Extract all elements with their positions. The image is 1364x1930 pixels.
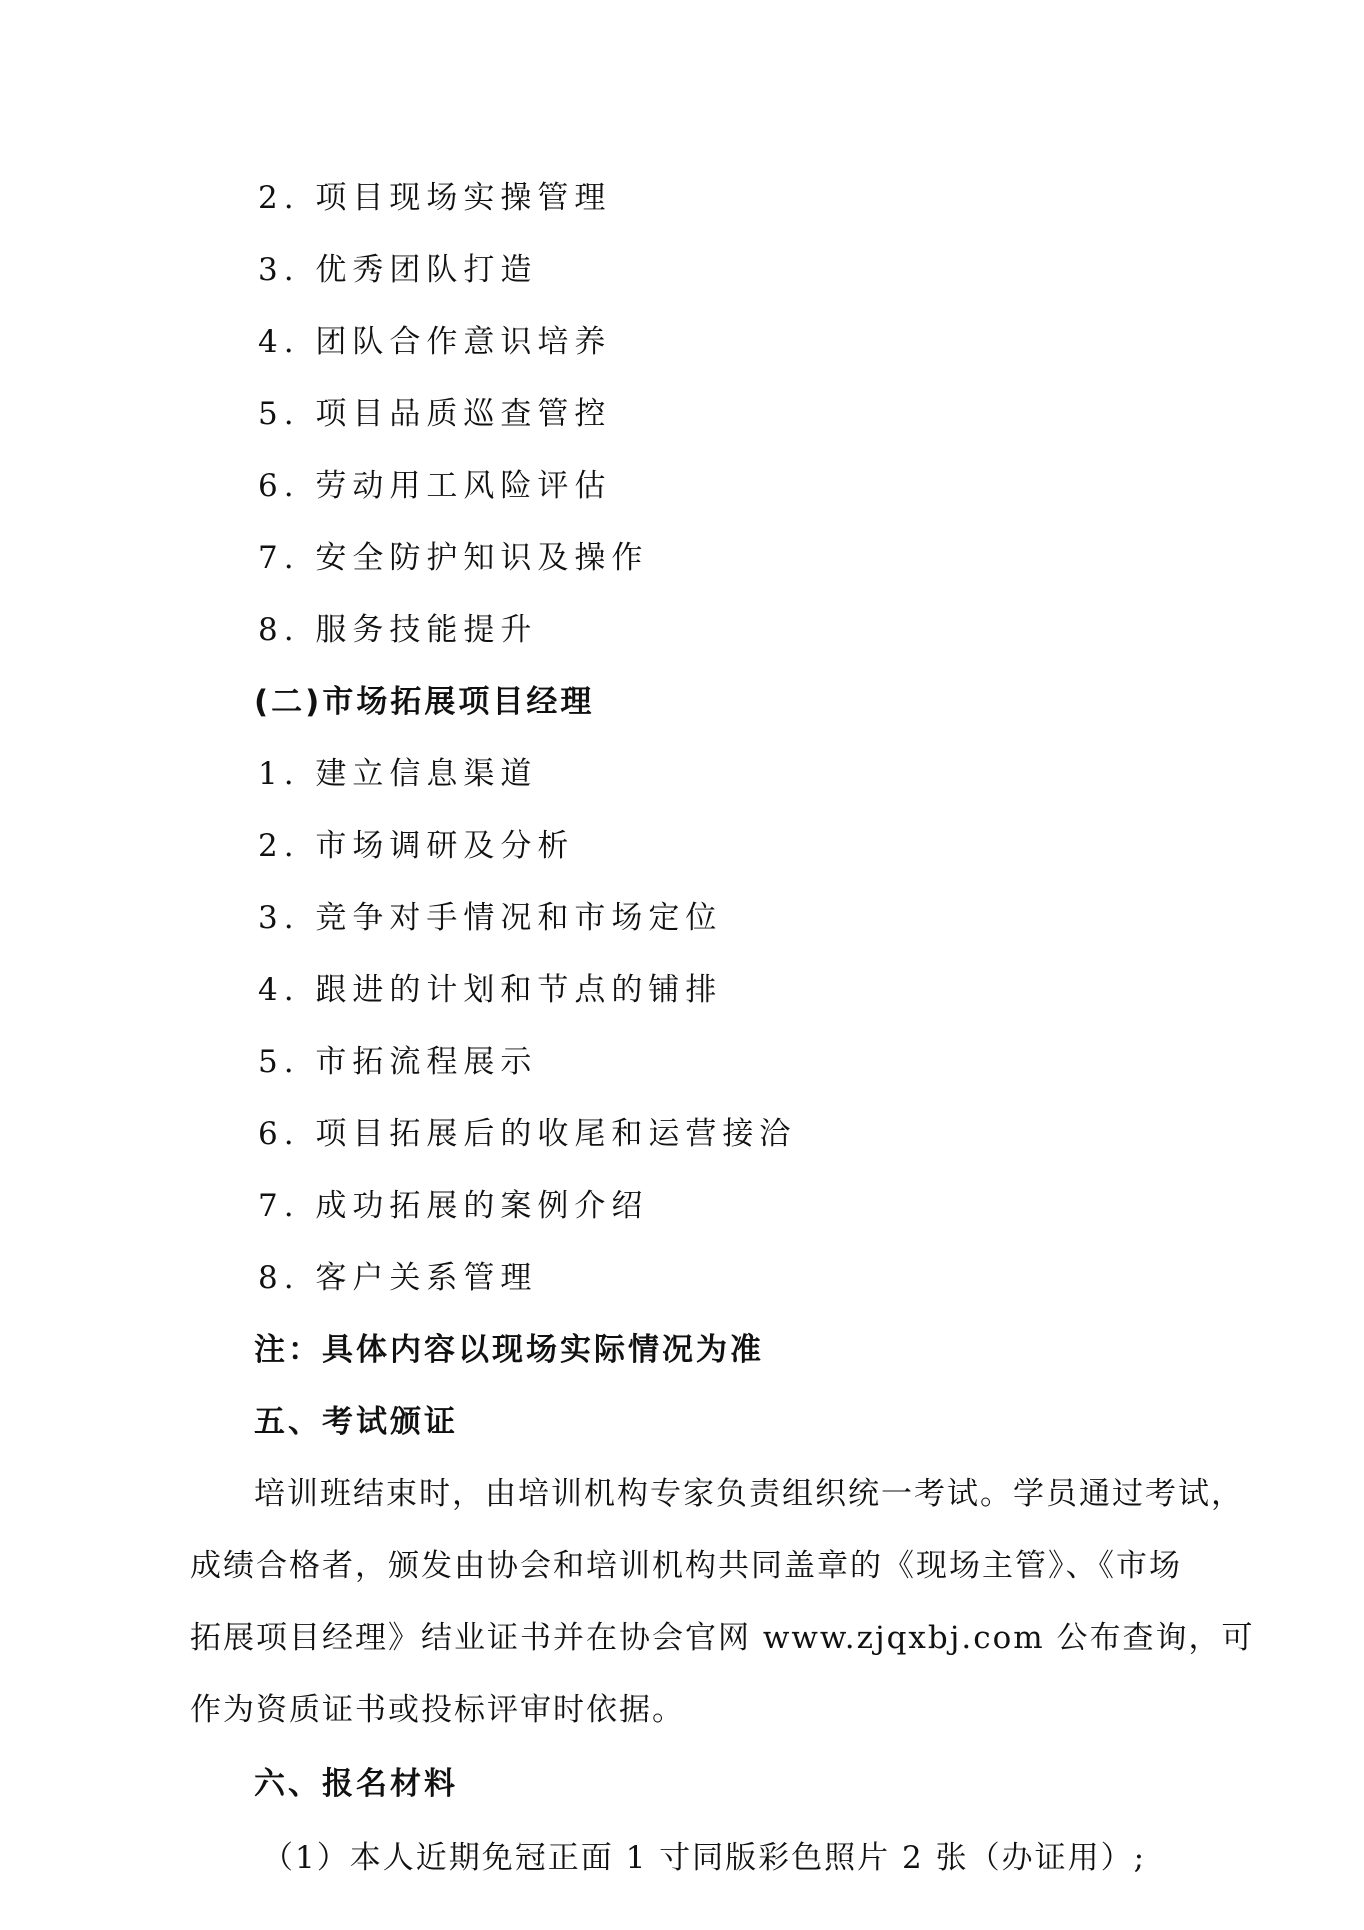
list-item: 6. 项目拓展后的收尾和运营接洽 <box>258 1116 797 1152</box>
paragraph-line: 成绩合格者，颁发由协会和培训机构共同盖章的《现场主管》、《市场 <box>190 1548 1182 1584</box>
section-heading: (二)市场拓展项目经理 <box>254 684 595 720</box>
list-item: 8. 客户关系管理 <box>258 1260 538 1296</box>
list-item: 1. 建立信息渠道 <box>258 756 538 792</box>
list-item: 3. 优秀团队打造 <box>258 252 538 288</box>
section-heading: 六、报名材料 <box>254 1766 458 1802</box>
list-item: （1）本人近期免冠正面 1 寸同版彩色照片 2 张（办证用）; <box>262 1840 1147 1876</box>
list-item: 2. 市场调研及分析 <box>258 828 575 864</box>
list-item: 7. 成功拓展的案例介绍 <box>258 1188 649 1224</box>
section-heading: 五、考试颁证 <box>254 1404 458 1440</box>
paragraph-line: 拓展项目经理》结业证书并在协会官网 www.zjqxbj.com 公布查询，可 <box>190 1620 1255 1656</box>
paragraph-line: 培训班结束时，由培训机构专家负责组织统一考试。学员通过考试， <box>254 1476 1244 1512</box>
list-item: 7. 安全防护知识及操作 <box>258 540 649 576</box>
list-item: 8. 服务技能提升 <box>258 612 538 648</box>
list-item: 4. 团队合作意识培养 <box>258 324 612 360</box>
paragraph-line: 作为资质证书或投标评审时依据。 <box>190 1692 685 1728</box>
list-item: 5. 市拓流程展示 <box>258 1044 538 1080</box>
list-item: 2. 项目现场实操管理 <box>258 180 612 216</box>
list-item: 3. 竞争对手情况和市场定位 <box>258 900 723 936</box>
list-item: 5. 项目品质巡查管控 <box>258 396 612 432</box>
note-text: 注：具体内容以现场实际情况为准 <box>254 1332 764 1368</box>
list-item: 6. 劳动用工风险评估 <box>258 468 612 504</box>
list-item: 4. 跟进的计划和节点的铺排 <box>258 972 723 1008</box>
